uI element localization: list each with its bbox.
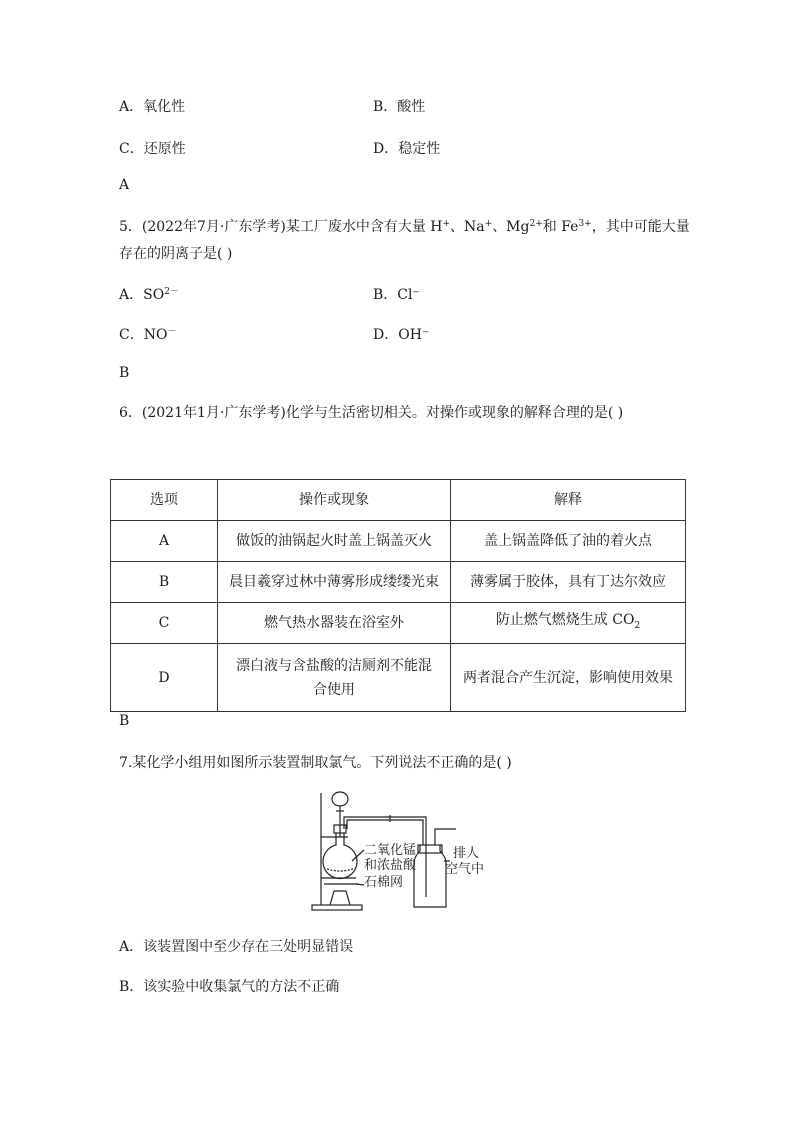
chlorine-apparatus-diagram [308, 787, 498, 915]
table-cell: 晨目羲穿过林中薄雾形成缕缕光束 [218, 562, 451, 603]
round-bottom-flask [323, 833, 357, 879]
funnel-bulb [332, 792, 348, 806]
co2-subscript: 2 [634, 620, 641, 631]
burner [330, 891, 350, 905]
table-cell: A [111, 521, 218, 562]
q5-answer: B [119, 365, 130, 381]
table-row [111, 644, 686, 712]
delivery-tube-inner [347, 820, 423, 845]
q5-option-a-charge: 2－ [164, 287, 179, 297]
stand-base [312, 905, 362, 910]
q5-stem [119, 216, 690, 236]
collecting-bottle [414, 845, 446, 907]
table-cell: 燃气热水器装在浴室外 [218, 603, 451, 644]
q7-option-a: A．该装置图中至少存在三处明显错误 [119, 939, 354, 955]
table-cell: D [111, 644, 218, 712]
q6-answer: B [119, 713, 130, 729]
q5-stem-line2: 存在的阴离子是( ) [119, 246, 233, 262]
q5-option-a [119, 284, 179, 304]
q6-stem: 6．(2021年1月·广东学考)化学与生活密切相关。对操作或现象的解释合理的是( ) [119, 405, 624, 421]
table-header: 选项 [111, 480, 218, 521]
q5-option-d: D．OH⁻ [373, 327, 430, 343]
table-cell: 做饭的油锅起火时盖上锅盖灭火 [218, 521, 451, 562]
q5-sep3: 和 Fe [542, 219, 579, 235]
q5-stem-part1: 5．(2022年7月·广东学考)某工厂废水中含有大量 H [119, 219, 443, 235]
table-row [111, 521, 686, 562]
q4-option-c: C．还原性 [119, 141, 186, 157]
label-discharge: 排人 [453, 846, 480, 861]
q5-sep1: 、Na [450, 219, 485, 235]
table-header-row [111, 480, 686, 521]
q4-option-d: D．稳定性 [373, 141, 441, 157]
label-asbestos-gauze: 石棉网 [364, 875, 404, 890]
q7-stem: 7.某化学小组用如图所示装置制取氯气。下列说法不正确的是( ) [119, 755, 512, 771]
q4-option-b: B．酸性 [373, 99, 426, 115]
q5-option-a-base: A．SO [119, 287, 165, 303]
exhaust-tube [435, 829, 456, 845]
q4-option-a: A．氧化性 [119, 99, 186, 115]
table-row [111, 603, 686, 644]
table-header: 操作或现象 [218, 480, 451, 521]
q4-answer: A [119, 177, 130, 193]
table-cell: 漂白液与含盐酸的洁厕剂不能混合使用 [218, 644, 451, 712]
table-row [111, 562, 686, 603]
q5-option-c-charge: － [167, 327, 177, 337]
table-header: 解释 [451, 480, 686, 521]
q5-option-b: B．Cl⁻ [373, 287, 420, 303]
table-cell: 两者混合产生沉淀，影响使用效果 [451, 644, 686, 712]
leader-line [356, 884, 364, 885]
flask-liquid [327, 869, 353, 871]
bottle-stopper [418, 845, 442, 853]
ion-fe-charge: 3+ [578, 219, 592, 229]
table-cell: B [111, 562, 218, 603]
q6-table [110, 479, 686, 712]
q5-option-c-base: C．NO [119, 327, 168, 343]
label-mno2: 二氧化锰 [364, 843, 417, 858]
ion-h-charge: + [442, 219, 451, 229]
table-cell: C [111, 603, 218, 644]
q7-option-b: B．该实验中收集氯气的方法不正确 [119, 979, 340, 995]
table-cell: 薄雾属于胶体，具有丁达尔效应 [451, 562, 686, 603]
delivery-tube [344, 817, 426, 845]
label-into-air: 空气中 [445, 862, 485, 877]
label-conc-hcl: 和浓盐酸 [364, 858, 417, 873]
table-cell [451, 603, 686, 644]
ion-na-charge: + [484, 219, 493, 229]
table-cell-text: 防止燃气燃烧生成 CO [495, 612, 635, 629]
q5-stem-end: ，其中可能大量 [591, 219, 690, 235]
q5-option-c [119, 324, 176, 344]
ion-mg-charge: 2+ [529, 219, 543, 229]
q5-sep2: 、Mg [492, 219, 530, 235]
table-cell: 盖上锅盖降低了油的着火点 [451, 521, 686, 562]
